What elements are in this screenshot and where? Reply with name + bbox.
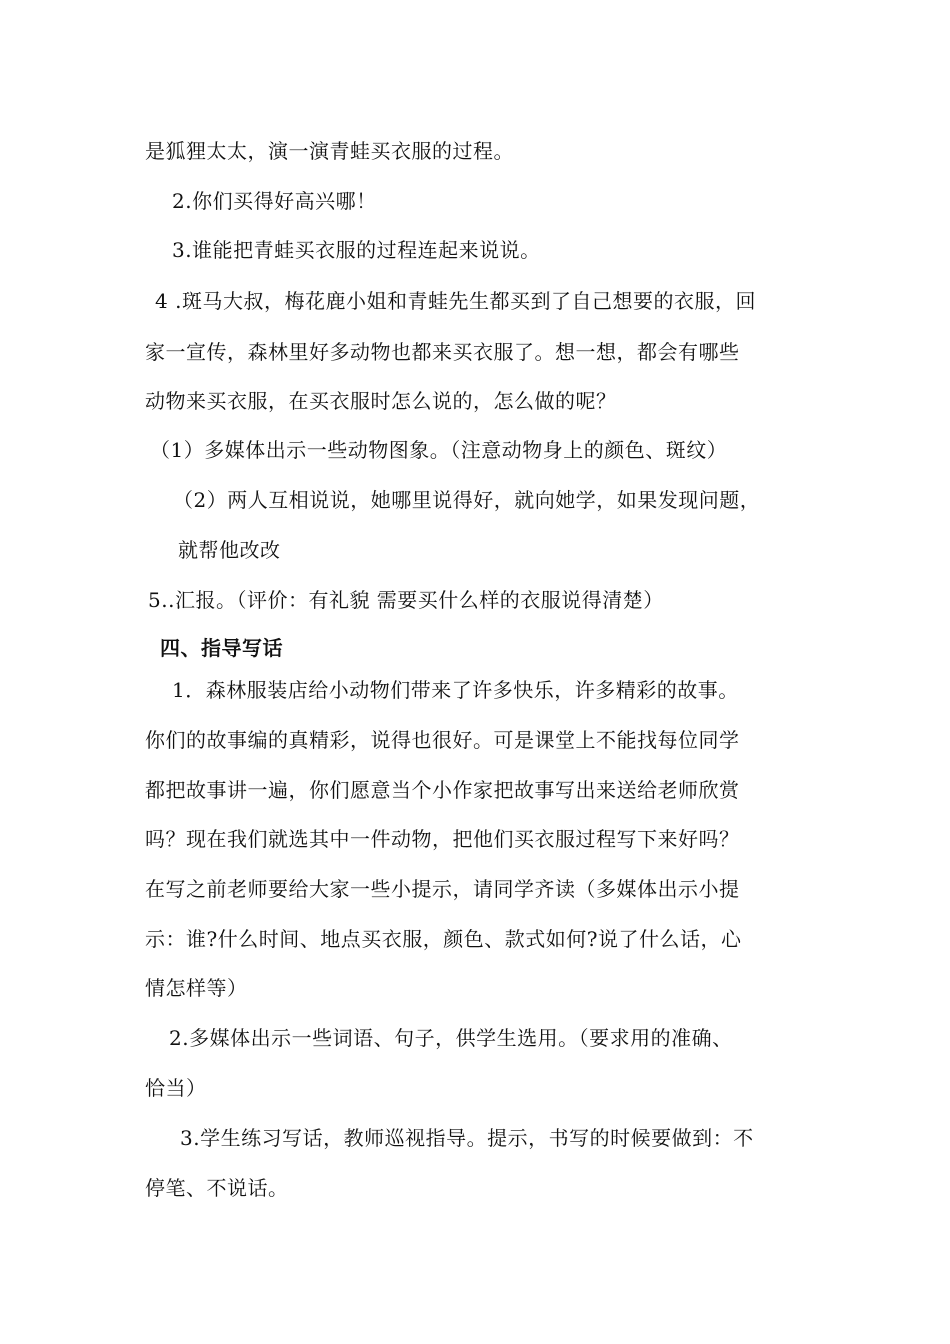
section-heading: 四、指导写话 <box>160 636 283 660</box>
paragraph-line: 5..汇报。（评价：有礼貌 需要买什么样的衣服说得清楚） <box>148 588 664 612</box>
paragraph-line: 是狐狸太太，演一演青蛙买衣服的过程。 <box>145 139 514 163</box>
list-item: （1）多媒体出示一些动物图象。（注意动物身上的颜色、斑纹） <box>150 438 728 462</box>
paragraph-line: 恰当） <box>145 1076 207 1100</box>
paragraph-line: 都把故事讲一遍，你们愿意当个小作家把故事写出来送给老师欣赏 <box>145 778 740 802</box>
paragraph-line: 3.学生练习写话，教师巡视指导。提示，书写的时候要做到：不 <box>180 1126 754 1150</box>
list-item-continuation: 就帮他改改 <box>178 538 281 562</box>
paragraph-line: 1．森林服装店给小动物们带来了许多快乐，许多精彩的故事。 <box>172 678 739 702</box>
paragraph-line: 动物来买衣服，在买衣服时怎么说的，怎么做的呢？ <box>145 389 617 413</box>
paragraph-line: 家一宣传，森林里好多动物也都来买衣服了。想一想，都会有哪些 <box>145 340 740 364</box>
paragraph-line: 在写之前老师要给大家一些小提示，请同学齐读（多媒体出示小提 <box>145 877 740 901</box>
paragraph-line: 2.你们买得好高兴哪！ <box>172 189 377 213</box>
paragraph-line: 情怎样等） <box>145 976 248 1000</box>
paragraph-line: 停笔、不说话。 <box>145 1176 289 1200</box>
paragraph-line: 你们的故事编的真精彩，说得也很好。可是课堂上不能找每位同学 <box>145 728 740 752</box>
paragraph-line: 2.多媒体出示一些词语、句子，供学生选用。（要求用的准确、 <box>169 1026 733 1050</box>
paragraph-line: 4 .斑马大叔，梅花鹿小姐和青蛙先生都买到了自己想要的衣服，回 <box>155 289 756 313</box>
paragraph-line: 吗？现在我们就选其中一件动物，把他们买衣服过程写下来好吗？ <box>145 827 740 851</box>
paragraph-line: 3.谁能把青蛙买衣服的过程连起来说说。 <box>172 238 541 262</box>
paragraph-line: 示：谁?什么时间、地点买衣服，颜色、款式如何?说了什么话，心 <box>145 927 742 951</box>
list-item: （2）两人互相说说，她哪里说得好，就向她学，如果发现问题， <box>173 488 761 512</box>
